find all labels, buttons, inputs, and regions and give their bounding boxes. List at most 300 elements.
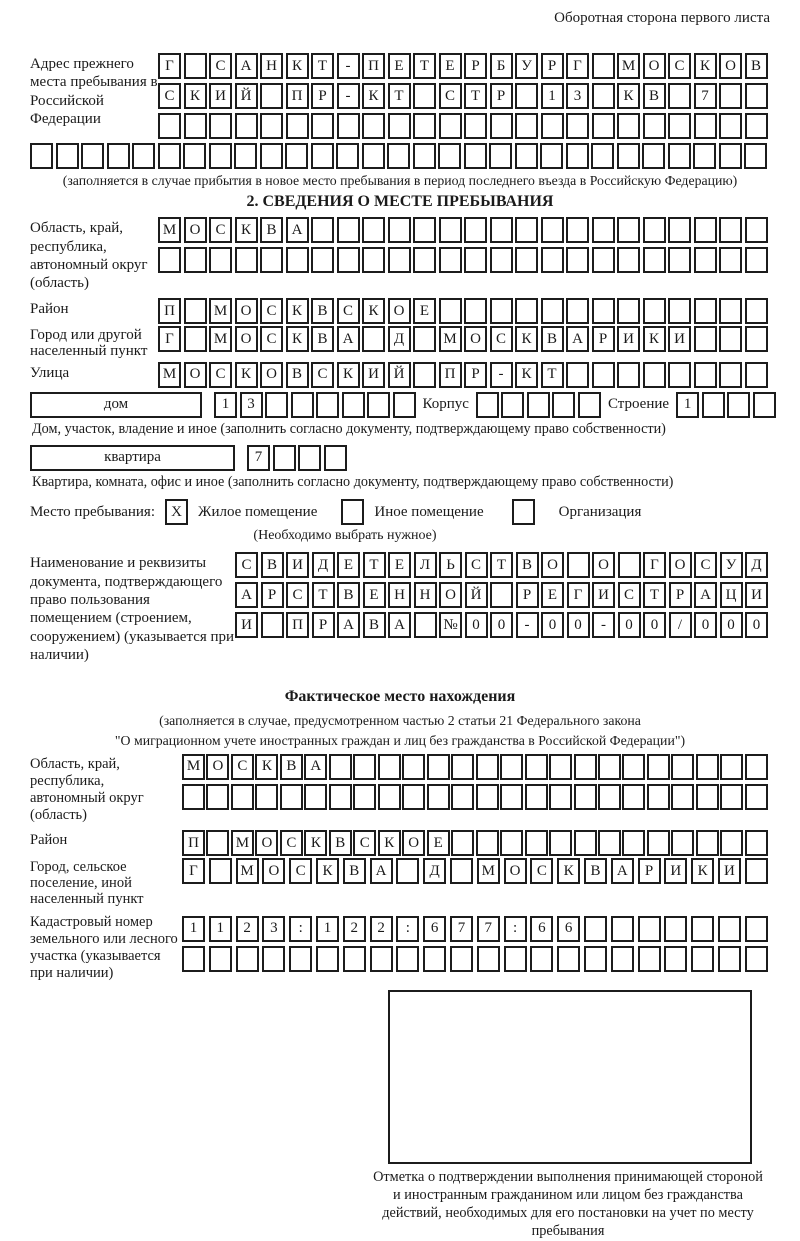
char-cell <box>745 916 768 942</box>
char-cell <box>566 143 589 169</box>
char-cell: Р <box>541 53 564 79</box>
char-cell <box>477 946 500 972</box>
house-wide-box: дом <box>30 392 202 418</box>
char-cell <box>260 247 283 273</box>
char-cell <box>231 784 254 810</box>
char-cell <box>643 298 666 324</box>
apartment-row <box>30 445 770 471</box>
char-cell <box>450 946 473 972</box>
char-cell <box>719 298 742 324</box>
char-cell <box>668 113 691 139</box>
char-cell <box>541 247 564 273</box>
char-cell: В <box>541 326 564 352</box>
char-cell: В <box>261 552 284 578</box>
stroenie-label: Строение <box>607 396 670 413</box>
char-cell <box>515 113 538 139</box>
char-cell <box>592 83 615 109</box>
char-cell: Е <box>413 298 436 324</box>
char-cell <box>298 445 321 471</box>
actual-oblast-row-1 <box>182 754 768 780</box>
document-row-3 <box>235 612 768 638</box>
char-cell <box>611 916 634 942</box>
char-cell <box>515 217 538 243</box>
char-cell: К <box>515 326 538 352</box>
char-cell <box>638 946 661 972</box>
char-cell: В <box>337 582 360 608</box>
char-cell <box>694 113 717 139</box>
char-cell: 7 <box>477 916 500 942</box>
char-cell <box>574 754 597 780</box>
char-cell: О <box>592 552 615 578</box>
char-cell <box>439 217 462 243</box>
char-cell: Д <box>745 552 768 578</box>
actual-location-caption-1: (заполняется в случае, предусмотренном частью 2 статьи 21 Федерального закона <box>159 713 641 729</box>
char-cell: А <box>337 612 360 638</box>
char-cell <box>311 143 334 169</box>
char-cell: Р <box>261 582 284 608</box>
char-cell: А <box>235 53 258 79</box>
char-cell: С <box>209 53 232 79</box>
char-cell: 0 <box>541 612 564 638</box>
char-cell: 3 <box>566 83 589 109</box>
char-cell <box>304 784 327 810</box>
street-label: Улица <box>30 364 70 381</box>
char-cell: А <box>235 582 258 608</box>
char-cell <box>622 830 645 856</box>
char-cell: № <box>439 612 462 638</box>
actual-rayon-row <box>30 830 770 856</box>
char-cell <box>337 217 360 243</box>
char-cell <box>311 113 334 139</box>
char-cell: К <box>304 830 327 856</box>
char-cell <box>414 612 437 638</box>
char-cell: 1 <box>316 916 339 942</box>
house-caption: Дом, участок, владение и иное (заполнить согласно документу, подтверждающему право собственности) <box>32 420 666 437</box>
char-cell <box>668 143 691 169</box>
char-cell: Р <box>638 858 661 884</box>
char-cell <box>643 113 666 139</box>
char-cell: 7 <box>450 916 473 942</box>
house-cells <box>214 392 416 418</box>
char-cell <box>158 113 181 139</box>
stamp-caption: Отметка о подтверждении выполнения принимающей стороной и иностранным гражданином или лицом без гражданства действий, необходимых для его постановки на учет по месту пребывания <box>373 1169 763 1239</box>
char-cell: Т <box>311 53 334 79</box>
char-cell <box>671 830 694 856</box>
char-cell <box>720 830 743 856</box>
char-cell <box>745 858 768 884</box>
char-cell <box>527 392 550 418</box>
actual-oblast-row-2 <box>182 784 768 810</box>
char-cell <box>574 830 597 856</box>
char-cell: О <box>262 858 285 884</box>
char-cell <box>260 143 283 169</box>
char-cell: Т <box>643 582 666 608</box>
char-cell <box>745 784 768 810</box>
char-cell <box>490 582 513 608</box>
char-cell <box>388 247 411 273</box>
char-cell <box>450 858 473 884</box>
char-cell: 0 <box>643 612 666 638</box>
char-cell: А <box>337 326 360 352</box>
char-cell <box>541 217 564 243</box>
actual-oblast-block <box>30 754 770 824</box>
char-cell: К <box>286 53 309 79</box>
char-cell <box>552 392 575 418</box>
char-cell <box>262 946 285 972</box>
char-cell <box>439 113 462 139</box>
char-cell: Р <box>592 326 615 352</box>
char-cell <box>696 830 719 856</box>
char-cell: П <box>182 830 205 856</box>
cadastre-block <box>30 912 770 982</box>
char-cell <box>566 247 589 273</box>
char-cell: С <box>668 53 691 79</box>
char-cell <box>541 113 564 139</box>
char-cell <box>668 362 691 388</box>
char-cell <box>745 946 768 972</box>
actual-city-row <box>30 858 770 908</box>
char-cell <box>719 113 742 139</box>
cadastre-row-2 <box>182 946 768 972</box>
char-cell <box>720 754 743 780</box>
char-cell: Т <box>490 552 513 578</box>
city-label: Город или другой населенный пункт <box>30 327 148 360</box>
char-cell: Т <box>363 552 386 578</box>
char-cell <box>285 143 308 169</box>
char-cell <box>337 113 360 139</box>
char-cell: О <box>184 362 207 388</box>
char-cell: М <box>158 362 181 388</box>
char-cell <box>132 143 155 169</box>
char-cell: А <box>694 582 717 608</box>
char-cell: Е <box>427 830 450 856</box>
char-cell <box>396 858 419 884</box>
char-cell <box>413 247 436 273</box>
actual-rayon-cells <box>182 830 768 856</box>
char-cell: 3 <box>240 392 263 418</box>
char-cell: С <box>353 830 376 856</box>
char-cell: Е <box>337 552 360 578</box>
char-cell: И <box>235 612 258 638</box>
char-cell <box>744 143 767 169</box>
char-cell: С <box>280 830 303 856</box>
char-cell <box>694 298 717 324</box>
street-row <box>30 362 770 388</box>
char-cell <box>209 946 232 972</box>
char-cell: В <box>516 552 539 578</box>
char-cell: С <box>337 298 360 324</box>
char-cell <box>387 143 410 169</box>
street-cells <box>158 362 768 388</box>
char-cell: Р <box>490 83 513 109</box>
char-cell <box>664 946 687 972</box>
char-cell: М <box>209 298 232 324</box>
char-cell <box>643 362 666 388</box>
char-cell <box>464 298 487 324</box>
char-cell <box>286 113 309 139</box>
char-cell: С <box>209 217 232 243</box>
stamp-box <box>388 990 752 1164</box>
char-cell: В <box>343 858 366 884</box>
oblast-label: Область, край, республика, автономный округ (область) <box>30 220 148 292</box>
stamp-area <box>368 990 768 1240</box>
char-cell <box>694 217 717 243</box>
char-cell <box>476 392 499 418</box>
char-cell <box>745 247 768 273</box>
char-cell: Й <box>388 362 411 388</box>
char-cell <box>362 143 385 169</box>
char-cell <box>476 754 499 780</box>
prev-address-row-1 <box>158 53 768 79</box>
char-cell: К <box>362 298 385 324</box>
char-cell <box>525 830 548 856</box>
char-cell: 2 <box>343 916 366 942</box>
char-cell <box>402 754 425 780</box>
char-cell <box>329 754 352 780</box>
char-cell: Р <box>312 612 335 638</box>
char-cell <box>378 784 401 810</box>
actual-city-cells <box>182 858 768 884</box>
apartment-wide-box: квартира <box>30 445 235 471</box>
char-cell: 1 <box>676 392 699 418</box>
prev-address-caption: (заполняется в случае прибытия в новое место пребывания в период последнего въезда в Российскую Федерацию) <box>62 173 738 188</box>
char-cell <box>183 143 206 169</box>
char-cell <box>273 445 296 471</box>
char-cell: С <box>439 83 462 109</box>
char-cell: О <box>541 552 564 578</box>
char-cell: О <box>388 298 411 324</box>
char-cell: И <box>362 362 385 388</box>
char-cell <box>540 143 563 169</box>
char-cell: Н <box>388 582 411 608</box>
char-cell <box>311 217 334 243</box>
char-cell: В <box>286 362 309 388</box>
char-cell <box>413 362 436 388</box>
rayon-label: Район <box>30 301 69 318</box>
char-cell <box>557 946 580 972</box>
char-cell <box>719 143 742 169</box>
char-cell: О <box>643 53 666 79</box>
char-cell: 0 <box>618 612 641 638</box>
char-cell: Л <box>414 552 437 578</box>
char-cell <box>702 392 725 418</box>
char-cell <box>234 143 257 169</box>
char-cell <box>598 830 621 856</box>
char-cell <box>362 113 385 139</box>
char-cell <box>353 754 376 780</box>
char-cell <box>671 784 694 810</box>
cadastre-label: Кадастровый номер земельного или лесного участка (указывается при наличии) <box>30 913 178 982</box>
char-cell <box>427 754 450 780</box>
char-cell <box>668 298 691 324</box>
char-cell <box>617 247 640 273</box>
char-cell <box>617 217 640 243</box>
char-cell: К <box>286 326 309 352</box>
char-cell <box>427 784 450 810</box>
char-cell <box>719 247 742 273</box>
char-cell <box>691 946 714 972</box>
char-cell <box>622 754 645 780</box>
char-cell: А <box>566 326 589 352</box>
oblast-block <box>30 217 770 292</box>
char-cell: С <box>465 552 488 578</box>
char-cell: Т <box>541 362 564 388</box>
char-cell <box>549 784 572 810</box>
char-cell <box>184 53 207 79</box>
char-cell <box>647 754 670 780</box>
char-cell <box>696 754 719 780</box>
char-cell: 1 <box>541 83 564 109</box>
char-cell <box>584 916 607 942</box>
char-cell: 1 <box>182 916 205 942</box>
char-cell <box>184 247 207 273</box>
char-cell <box>525 784 548 810</box>
char-cell <box>261 612 284 638</box>
char-cell <box>370 946 393 972</box>
char-cell <box>668 217 691 243</box>
char-cell <box>745 362 768 388</box>
char-cell: Е <box>363 582 386 608</box>
char-cell: К <box>557 858 580 884</box>
char-cell: М <box>231 830 254 856</box>
char-cell: К <box>286 298 309 324</box>
char-cell <box>396 946 419 972</box>
char-cell: С <box>311 362 334 388</box>
char-cell <box>611 946 634 972</box>
char-cell <box>566 362 589 388</box>
char-cell <box>260 83 283 109</box>
char-cell: Р <box>311 83 334 109</box>
char-cell <box>413 326 436 352</box>
char-cell: : <box>289 916 312 942</box>
char-cell <box>209 143 232 169</box>
actual-location-caption-2: "О миграционном учете иностранных граждан и лиц без гражданства в Российской Федерации") <box>114 733 686 749</box>
char-cell: Т <box>413 53 436 79</box>
char-cell: Т <box>312 582 335 608</box>
char-cell: 2 <box>236 916 259 942</box>
stay-option-label-org: Организация <box>558 503 642 520</box>
apartment-caption: Квартира, комната, офис и иное (заполнить согласно документу, подтверждающему право собственности) <box>32 473 674 490</box>
korpus-cells <box>476 392 601 418</box>
char-cell: - <box>516 612 539 638</box>
char-cell <box>439 298 462 324</box>
char-cell: Н <box>260 53 283 79</box>
char-cell <box>753 392 776 418</box>
char-cell: В <box>584 858 607 884</box>
char-cell <box>617 362 640 388</box>
char-cell: М <box>209 326 232 352</box>
char-cell: К <box>235 362 258 388</box>
char-cell: 6 <box>557 916 580 942</box>
char-cell <box>388 113 411 139</box>
char-cell <box>500 754 523 780</box>
char-cell <box>719 362 742 388</box>
char-cell: К <box>337 362 360 388</box>
char-cell <box>316 392 339 418</box>
char-cell <box>745 830 768 856</box>
char-cell <box>337 247 360 273</box>
char-cell <box>745 83 768 109</box>
char-cell <box>574 784 597 810</box>
char-cell: Д <box>388 326 411 352</box>
char-cell <box>643 217 666 243</box>
char-cell <box>500 784 523 810</box>
char-cell <box>691 916 714 942</box>
char-cell <box>413 113 436 139</box>
char-cell: А <box>388 612 411 638</box>
char-cell: О <box>235 326 258 352</box>
korpus-label: Корпус <box>422 396 469 413</box>
char-cell: 0 <box>490 612 513 638</box>
char-cell <box>664 916 687 942</box>
char-cell: / <box>669 612 692 638</box>
char-cell <box>745 113 768 139</box>
char-cell <box>566 298 589 324</box>
char-cell: И <box>745 582 768 608</box>
house-row <box>30 392 770 418</box>
char-cell <box>265 392 288 418</box>
char-cell <box>598 784 621 810</box>
char-cell: Б <box>490 53 513 79</box>
char-cell: Г <box>182 858 205 884</box>
char-cell: Е <box>388 552 411 578</box>
char-cell <box>324 445 347 471</box>
char-cell <box>745 298 768 324</box>
char-cell: 0 <box>567 612 590 638</box>
char-cell: 0 <box>745 612 768 638</box>
char-cell <box>353 784 376 810</box>
char-cell: 7 <box>694 83 717 109</box>
char-cell <box>578 392 601 418</box>
char-cell: С <box>530 858 553 884</box>
char-cell <box>618 552 641 578</box>
char-cell <box>464 247 487 273</box>
char-cell <box>718 916 741 942</box>
char-cell: О <box>260 362 283 388</box>
char-cell: В <box>363 612 386 638</box>
char-cell <box>638 916 661 942</box>
char-cell <box>720 784 743 810</box>
char-cell: О <box>255 830 278 856</box>
char-cell <box>515 143 538 169</box>
char-cell <box>592 247 615 273</box>
char-cell <box>490 113 513 139</box>
city-cells <box>158 326 768 352</box>
char-cell: С <box>260 298 283 324</box>
char-cell <box>209 247 232 273</box>
char-cell: С <box>209 362 232 388</box>
char-cell <box>515 83 538 109</box>
char-cell: 0 <box>694 612 717 638</box>
char-cell: Ь <box>439 552 462 578</box>
char-cell: 0 <box>465 612 488 638</box>
char-cell <box>592 362 615 388</box>
char-cell: Г <box>643 552 666 578</box>
stay-type-row <box>30 499 770 525</box>
actual-city-label: Город, сельское поселение, иной населенный пункт <box>30 859 144 907</box>
city-row <box>30 326 770 360</box>
char-cell: В <box>329 830 352 856</box>
char-cell: С <box>235 552 258 578</box>
char-cell: О <box>719 53 742 79</box>
char-cell <box>566 113 589 139</box>
char-cell: У <box>720 552 743 578</box>
char-cell: С <box>260 326 283 352</box>
char-cell: 6 <box>530 916 553 942</box>
char-cell <box>643 247 666 273</box>
rayon-row <box>30 298 770 324</box>
char-cell <box>206 830 229 856</box>
